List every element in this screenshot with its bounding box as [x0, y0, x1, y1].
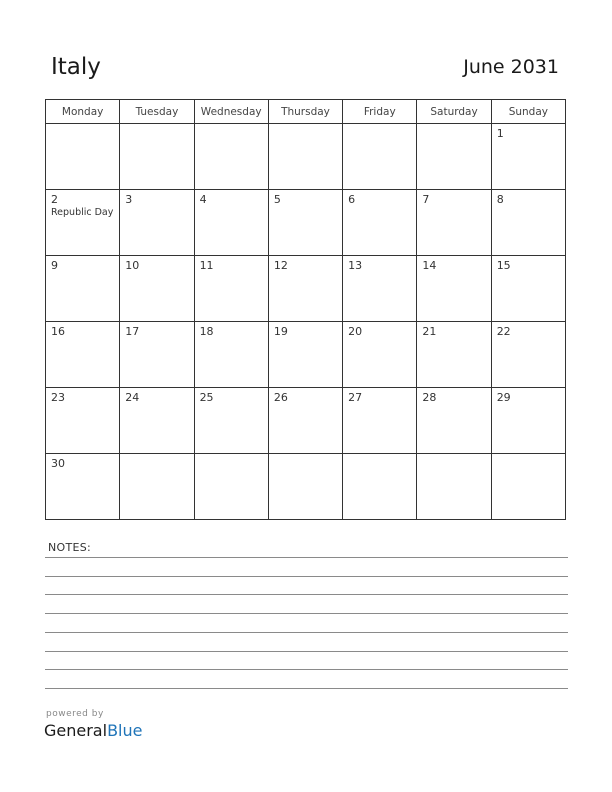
- day-number: 26: [273, 391, 288, 404]
- day-number: 5: [273, 193, 281, 206]
- calendar-grid: [45, 99, 566, 520]
- empty-day-cell: [194, 454, 268, 520]
- day-cell: [268, 256, 342, 322]
- week-row: [46, 256, 566, 322]
- week-row: [46, 322, 566, 388]
- day-number: 27: [348, 391, 363, 404]
- brand-logo: [44, 721, 142, 740]
- weekday-header: Monday: [46, 100, 120, 124]
- day-cell: [120, 388, 194, 454]
- day-cell: [194, 388, 268, 454]
- notes-line: [45, 651, 568, 652]
- day-cell: [194, 256, 268, 322]
- brand-name-part: General: [44, 721, 108, 740]
- empty-day-cell: [417, 124, 491, 190]
- empty-day-cell: [343, 124, 417, 190]
- notes-line: [45, 632, 568, 633]
- weekday-header: Sunday: [491, 100, 565, 124]
- day-number: 28: [422, 391, 437, 404]
- day-cell: [194, 322, 268, 388]
- weekday-header: Saturday: [417, 100, 491, 124]
- day-number: 16: [51, 325, 65, 338]
- day-number: 6: [348, 193, 356, 206]
- day-number: 2: [51, 193, 58, 206]
- empty-day-cell: [268, 454, 342, 520]
- day-cell: [491, 322, 565, 388]
- day-cell: [268, 190, 342, 256]
- empty-day-cell: [120, 454, 194, 520]
- day-number: 7: [422, 193, 430, 206]
- day-cell: [120, 322, 194, 388]
- day-cell: [194, 190, 268, 256]
- day-cell: [343, 256, 417, 322]
- day-number: 14: [422, 259, 437, 272]
- day-cell: [120, 256, 194, 322]
- week-row: [46, 190, 566, 256]
- day-cell: [491, 190, 565, 256]
- weekday-header: Wednesday: [194, 100, 268, 124]
- notes-line: [45, 688, 568, 689]
- day-cell: [417, 190, 491, 256]
- empty-day-cell: [120, 124, 194, 190]
- day-cell: [46, 454, 120, 520]
- day-cell: [46, 190, 120, 256]
- day-cell: [343, 322, 417, 388]
- week-row: [46, 388, 566, 454]
- day-cell: [417, 388, 491, 454]
- empty-day-cell: [268, 124, 342, 190]
- weekday-header-row: [46, 100, 566, 124]
- day-number: 24: [125, 391, 140, 404]
- notes-line: [45, 557, 568, 558]
- week-row: [46, 454, 566, 520]
- powered-by-text: powered by: [46, 709, 104, 719]
- day-number: 19: [273, 325, 288, 338]
- day-number: 15: [496, 259, 511, 272]
- day-number: 17: [125, 325, 140, 338]
- week-row: [46, 124, 566, 190]
- day-number: 30: [51, 457, 65, 470]
- day-cell: [417, 256, 491, 322]
- notes-label: NOTES:: [48, 541, 92, 554]
- day-number: 12: [273, 259, 288, 272]
- day-cell: [343, 190, 417, 256]
- empty-day-cell: [417, 454, 491, 520]
- day-number: 3: [125, 193, 133, 206]
- day-cell: [491, 256, 565, 322]
- day-number: 11: [199, 259, 214, 272]
- notes-line: [45, 594, 568, 595]
- day-cell: [120, 190, 194, 256]
- empty-day-cell: [491, 454, 565, 520]
- day-number: 22: [496, 325, 511, 338]
- day-number: 10: [125, 259, 140, 272]
- empty-day-cell: [46, 124, 120, 190]
- day-cell: [491, 124, 565, 190]
- day-number: 23: [51, 391, 65, 404]
- day-cell: [46, 388, 120, 454]
- country-title: Italy: [51, 54, 101, 80]
- day-cell: [268, 322, 342, 388]
- day-cell: [46, 322, 120, 388]
- empty-day-cell: [194, 124, 268, 190]
- notes-line: [45, 576, 568, 577]
- day-number: 20: [348, 325, 363, 338]
- weekday-header: Friday: [343, 100, 417, 124]
- weekday-header: Thursday: [268, 100, 342, 124]
- day-number: 18: [199, 325, 214, 338]
- month-year-title: June 2031: [463, 56, 559, 78]
- empty-day-cell: [343, 454, 417, 520]
- notes-line: [45, 613, 568, 614]
- holiday-label: Republic Day: [51, 207, 114, 218]
- day-number: 1: [496, 127, 504, 140]
- day-number: 25: [199, 391, 214, 404]
- notes-line: [45, 669, 568, 670]
- day-cell: [46, 256, 120, 322]
- day-cell: [417, 322, 491, 388]
- day-number: 13: [348, 259, 363, 272]
- day-number: 9: [51, 259, 58, 272]
- day-number: 29: [496, 391, 511, 404]
- weekday-header: Tuesday: [120, 100, 194, 124]
- day-number: 21: [422, 325, 437, 338]
- day-number: 8: [496, 193, 504, 206]
- day-number: 4: [199, 193, 207, 206]
- day-cell: [343, 388, 417, 454]
- day-cell: [491, 388, 565, 454]
- day-cell: [268, 388, 342, 454]
- brand-name-part-accent: Blue: [107, 721, 143, 740]
